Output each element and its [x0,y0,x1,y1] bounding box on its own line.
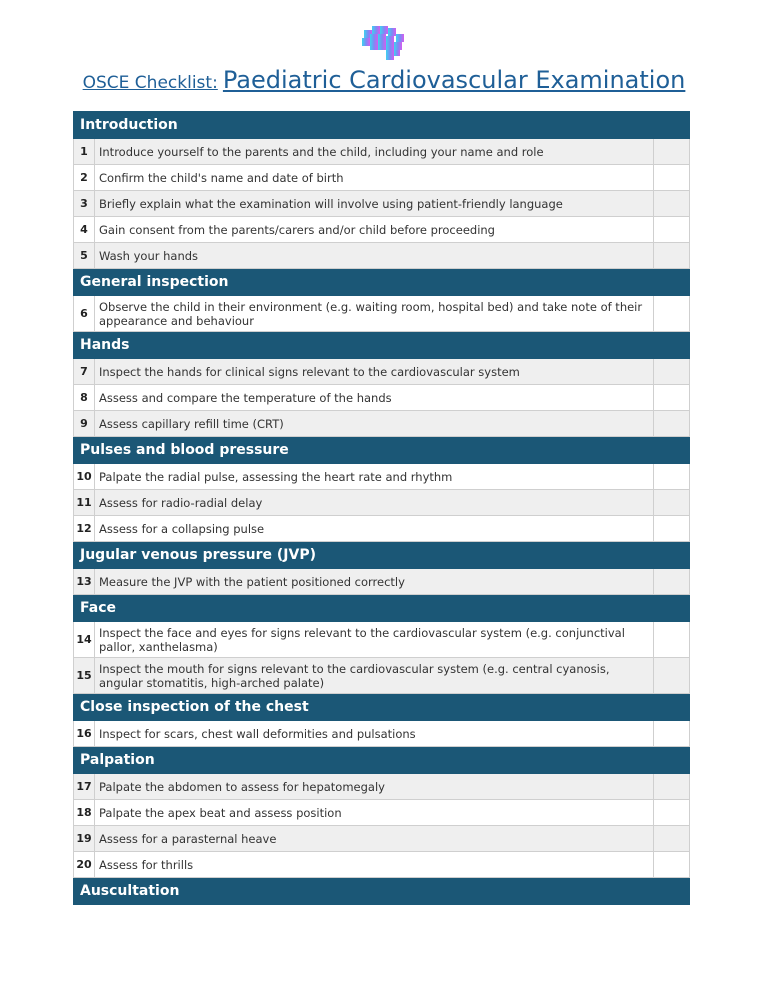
item-number: 16 [74,721,95,747]
item-text: Inspect for scars, chest wall deformities and pulsations [95,721,654,747]
section-header [74,332,690,359]
page-title [0,66,768,94]
section-header [74,595,690,622]
section-title: Hands [74,332,690,359]
checklist-row [74,490,690,516]
tick-box[interactable] [654,569,690,595]
item-number: 12 [74,516,95,542]
tick-box[interactable] [654,516,690,542]
brain-logo-icon [360,24,408,64]
title-prefix: OSCE Checklist: [82,73,218,93]
item-text: Assess for a parasternal heave [95,826,654,852]
checklist-row [74,191,690,217]
checklist-row [74,411,690,437]
tick-box[interactable] [654,385,690,411]
checklist-row [74,569,690,595]
tick-box[interactable] [654,658,690,694]
item-text: Palpate the abdomen to assess for hepatomegaly [95,774,654,800]
item-number: 10 [74,464,95,490]
checklist-row [74,165,690,191]
item-text: Observe the child in their environment (e.g. waiting room, hospital bed) and take note of their appearance and behaviour [95,296,654,332]
item-text: Assess capillary refill time (CRT) [95,411,654,437]
tick-box[interactable] [654,243,690,269]
checklist-row [74,826,690,852]
tick-box[interactable] [654,721,690,747]
checklist-row [74,516,690,542]
item-text: Introduce yourself to the parents and the child, including your name and role [95,139,654,165]
section-header [74,542,690,569]
item-text: Assess and compare the temperature of the hands [95,385,654,411]
checklist-row [74,721,690,747]
item-text: Confirm the child's name and date of birth [95,165,654,191]
item-number: 6 [74,296,95,332]
checklist-row [74,622,690,658]
tick-box[interactable] [654,826,690,852]
checklist-row [74,464,690,490]
checklist-table [73,111,690,905]
item-text: Wash your hands [95,243,654,269]
tick-box[interactable] [654,852,690,878]
checklist-row [74,774,690,800]
item-number: 14 [74,622,95,658]
item-number: 2 [74,165,95,191]
item-number: 8 [74,385,95,411]
item-number: 11 [74,490,95,516]
tick-box[interactable] [654,800,690,826]
section-title: Close inspection of the chest [74,694,690,721]
tick-box[interactable] [654,191,690,217]
tick-box[interactable] [654,296,690,332]
item-text: Inspect the mouth for signs relevant to the cardiovascular system (e.g. central cyanosis, angular stomatitis, high-arched palate) [95,658,654,694]
section-header [74,747,690,774]
item-text: Assess for thrills [95,852,654,878]
item-text: Gain consent from the parents/carers and/or child before proceeding [95,217,654,243]
checklist-row [74,139,690,165]
section-title: Palpation [74,747,690,774]
tick-box[interactable] [654,217,690,243]
item-text: Measure the JVP with the patient positioned correctly [95,569,654,595]
section-title: General inspection [74,269,690,296]
item-number: 5 [74,243,95,269]
section-header [74,112,690,139]
section-header [74,878,690,905]
tick-box[interactable] [654,359,690,385]
tick-box[interactable] [654,165,690,191]
title-main: Paediatric Cardiovascular Examination [222,66,686,94]
tick-box[interactable] [654,774,690,800]
section-title: Face [74,595,690,622]
section-title: Introduction [74,112,690,139]
tick-box[interactable] [654,411,690,437]
section-title: Auscultation [74,878,690,905]
item-number: 18 [74,800,95,826]
tick-box[interactable] [654,490,690,516]
item-number: 3 [74,191,95,217]
item-number: 19 [74,826,95,852]
item-number: 1 [74,139,95,165]
section-header [74,269,690,296]
checklist-row [74,658,690,694]
section-header [74,694,690,721]
item-text: Assess for a collapsing pulse [95,516,654,542]
item-text: Briefly explain what the examination will involve using patient-friendly language [95,191,654,217]
tick-box[interactable] [654,139,690,165]
item-number: 20 [74,852,95,878]
section-header [74,437,690,464]
item-number: 9 [74,411,95,437]
section-title: Pulses and blood pressure [74,437,690,464]
item-number: 13 [74,569,95,595]
tick-box[interactable] [654,464,690,490]
checklist-row [74,385,690,411]
checklist-row [74,800,690,826]
checklist-row [74,852,690,878]
checklist-row [74,217,690,243]
item-text: Palpate the radial pulse, assessing the heart rate and rhythm [95,464,654,490]
item-text: Inspect the hands for clinical signs relevant to the cardiovascular system [95,359,654,385]
checklist-row [74,243,690,269]
item-number: 17 [74,774,95,800]
item-number: 7 [74,359,95,385]
checklist-row [74,359,690,385]
item-number: 4 [74,217,95,243]
item-number: 15 [74,658,95,694]
item-text: Assess for radio-radial delay [95,490,654,516]
section-title: Jugular venous pressure (JVP) [74,542,690,569]
tick-box[interactable] [654,622,690,658]
checklist-row [74,296,690,332]
item-text: Inspect the face and eyes for signs relevant to the cardiovascular system (e.g. conjunctival pallor, xanthelasma) [95,622,654,658]
item-text: Palpate the apex beat and assess position [95,800,654,826]
